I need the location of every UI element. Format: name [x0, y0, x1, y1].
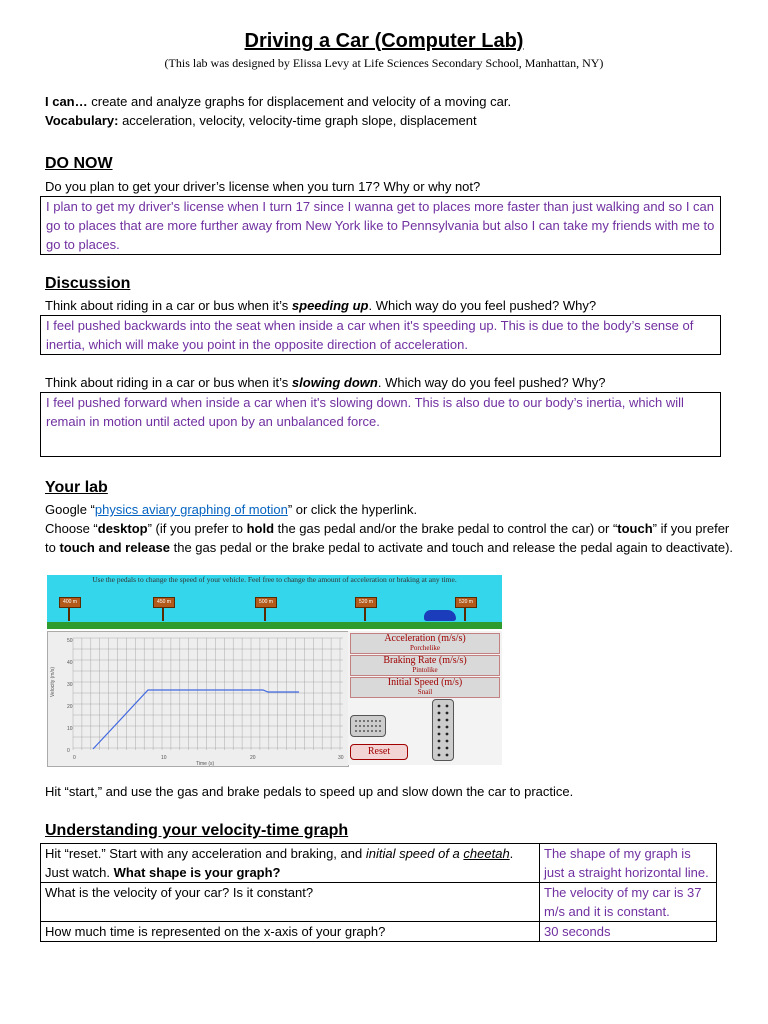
hit-start-instruction: Hit “start,” and use the gas and brake pedals to speed up and slow down the car to practice. [45, 784, 574, 799]
simulation-controls [348, 631, 502, 765]
x-tick-label: 20 [250, 755, 256, 761]
y-tick-label: 10 [67, 726, 73, 732]
i-can-label: I can… [45, 94, 88, 109]
discussion-question-2 [45, 373, 735, 392]
question-cell: How much time is represented on the x-axis of your graph? [41, 922, 540, 942]
sign-post [264, 607, 266, 621]
reset-button[interactable]: Reset [350, 744, 408, 760]
simulation-banner: Use the pedals to change the speed of your vehicle. Feel free to change the amount of acceleration or braking at any time. [92, 575, 457, 584]
brake-pedal-dots [351, 716, 385, 736]
y-tick-label: 50 [67, 638, 73, 644]
discussion-question-1 [45, 296, 735, 315]
q1-emphasis: speeding up [291, 298, 369, 313]
velocity-graph-svg [48, 632, 348, 766]
discussion-answer-2-box[interactable]: I feel pushed forward when inside a car when it's slowing down. This is also due to our body’s inertia, which will remain in motion until acted upon by an unbalanced force. [40, 392, 721, 457]
answer-cell[interactable]: The shape of my graph is just a straight horizontal line. [540, 844, 717, 883]
question-cell: What is the velocity of your car? Is it constant? [41, 883, 540, 922]
answer-cell[interactable]: The velocity of my car is 37 m/s and it is constant. [540, 883, 717, 922]
touch-term: touch [617, 521, 653, 536]
sign-post [162, 607, 164, 621]
gas-pedal-icon[interactable] [432, 699, 454, 761]
q-cheetah: cheetah [463, 846, 510, 861]
braking-value: Pintolike [412, 666, 438, 674]
q2-pre: Think about riding in a car or bus when it’s [45, 375, 292, 390]
acceleration-value: Porchelike [410, 644, 440, 652]
discussion-heading: Discussion [45, 275, 131, 292]
simulation-screenshot [47, 575, 502, 765]
vocabulary-text: acceleration, velocity, velocity-time graph slope, displacement [118, 113, 477, 128]
q2-post: . Which way do you feel pushed? Why? [377, 375, 606, 390]
table-row [41, 883, 717, 922]
q-reset-text: Hit “reset.” Start with any acceleration and braking, and [45, 846, 366, 861]
y-tick-label: 40 [67, 660, 73, 666]
q1-post: . Which way do you feel pushed? Why? [368, 298, 597, 313]
distance-sign: 520 m [455, 597, 477, 608]
braking-label: Braking Rate (m/s/s) [383, 655, 467, 666]
question-cell [41, 844, 540, 883]
graph-grid [73, 638, 343, 750]
hold-term: hold [246, 521, 275, 536]
car-icon [424, 610, 456, 621]
desktop-term: desktop [97, 521, 148, 536]
touch-release-term: touch and release [59, 540, 171, 555]
vocabulary-line [45, 111, 735, 130]
page-title: Driving a Car (Computer Lab) [244, 30, 524, 52]
q1-pre: Think about riding in a car or bus when it’s [45, 298, 292, 313]
choose-text-2: ” (if you prefer to [147, 521, 247, 536]
do-now-heading: DO NOW [45, 155, 113, 172]
understanding-heading: Understanding your velocity-time graph [45, 822, 349, 839]
answer-cell[interactable]: 30 seconds [540, 922, 717, 942]
your-lab-heading: Your lab [45, 479, 108, 496]
q2-emphasis: slowing down [291, 375, 378, 390]
distance-sign: 450 m [153, 597, 175, 608]
velocity-line [93, 690, 299, 749]
simulation-road-scene [47, 575, 502, 629]
q-graph-shape: What shape is your graph? [113, 865, 281, 880]
initial-speed-label: Initial Speed (m/s) [387, 677, 463, 688]
discussion-answer-1-box[interactable]: I feel pushed backwards into the seat when inside a car when it's speeding up. This is due to the body’s sense of inertia, which will make you point in the opposite direction of acceleration. [40, 315, 721, 355]
physics-aviary-link[interactable]: physics aviary graphing of motion [94, 502, 288, 517]
grass-strip [47, 622, 502, 629]
google-post: ” or click the hyperlink. [287, 502, 418, 517]
sign-post [464, 607, 466, 621]
y-tick-label: 30 [67, 682, 73, 688]
google-instruction [45, 500, 735, 519]
i-can-line [45, 92, 735, 111]
q-just-watch: . Just watch. [45, 846, 514, 880]
x-tick-label: 0 [73, 755, 76, 761]
sign-post [68, 607, 70, 621]
initial-speed-control[interactable] [350, 677, 500, 698]
x-tick-label: 30 [338, 755, 344, 761]
page-subtitle: (This lab was designed by Elissa Levy at Life Sciences Secondary School, Manhattan, NY) [164, 56, 604, 70]
table-row [41, 922, 717, 942]
understanding-table [40, 843, 717, 942]
sign-post [364, 607, 366, 621]
choose-text-3: the gas pedal and/or the brake pedal to control the car) or “ [274, 521, 618, 536]
do-now-question: Do you plan to get your driver’s license when you turn 17? Why or why not? [45, 179, 481, 194]
choose-text-5: the gas pedal or the brake pedal to activate and touch and release the pedal again to deactivate). [170, 540, 734, 555]
distance-sign: 500 m [255, 597, 277, 608]
braking-control[interactable] [350, 655, 500, 676]
table-row [41, 844, 717, 883]
x-axis-label: Time (s) [196, 761, 215, 766]
acceleration-control[interactable] [350, 633, 500, 654]
initial-speed-value: Snail [417, 688, 433, 696]
vocabulary-label: Vocabulary: [45, 113, 119, 128]
choose-instruction [45, 519, 735, 557]
acceleration-label: Acceleration (m/s/s) [384, 633, 466, 644]
brake-pedal-icon[interactable] [350, 715, 386, 737]
y-tick-label: 0 [67, 748, 70, 754]
distance-sign: 520 m [355, 597, 377, 608]
gas-pedal-dots [433, 700, 453, 760]
choose-text-4: ” if you prefer to [45, 521, 730, 555]
x-tick-label: 10 [161, 755, 167, 761]
q-initial-speed: initial speed of a [365, 846, 464, 861]
i-can-text: create and analyze graphs for displacement and velocity of a moving car. [87, 94, 512, 109]
distance-sign: 400 m [59, 597, 81, 608]
google-pre: Google “ [45, 502, 95, 517]
y-tick-label: 20 [67, 704, 73, 710]
y-axis-label: Velocity (m/s) [50, 666, 56, 697]
velocity-time-graph [47, 631, 349, 767]
choose-text-1: Choose “ [45, 521, 98, 536]
do-now-answer-box[interactable]: I plan to get my driver's license when I turn 17 since I wanna get to places more faster than just walking and so I can go to places that are more further away from New York like to Pennsylvania but also I can take my friends with me to go to places. [40, 196, 721, 255]
